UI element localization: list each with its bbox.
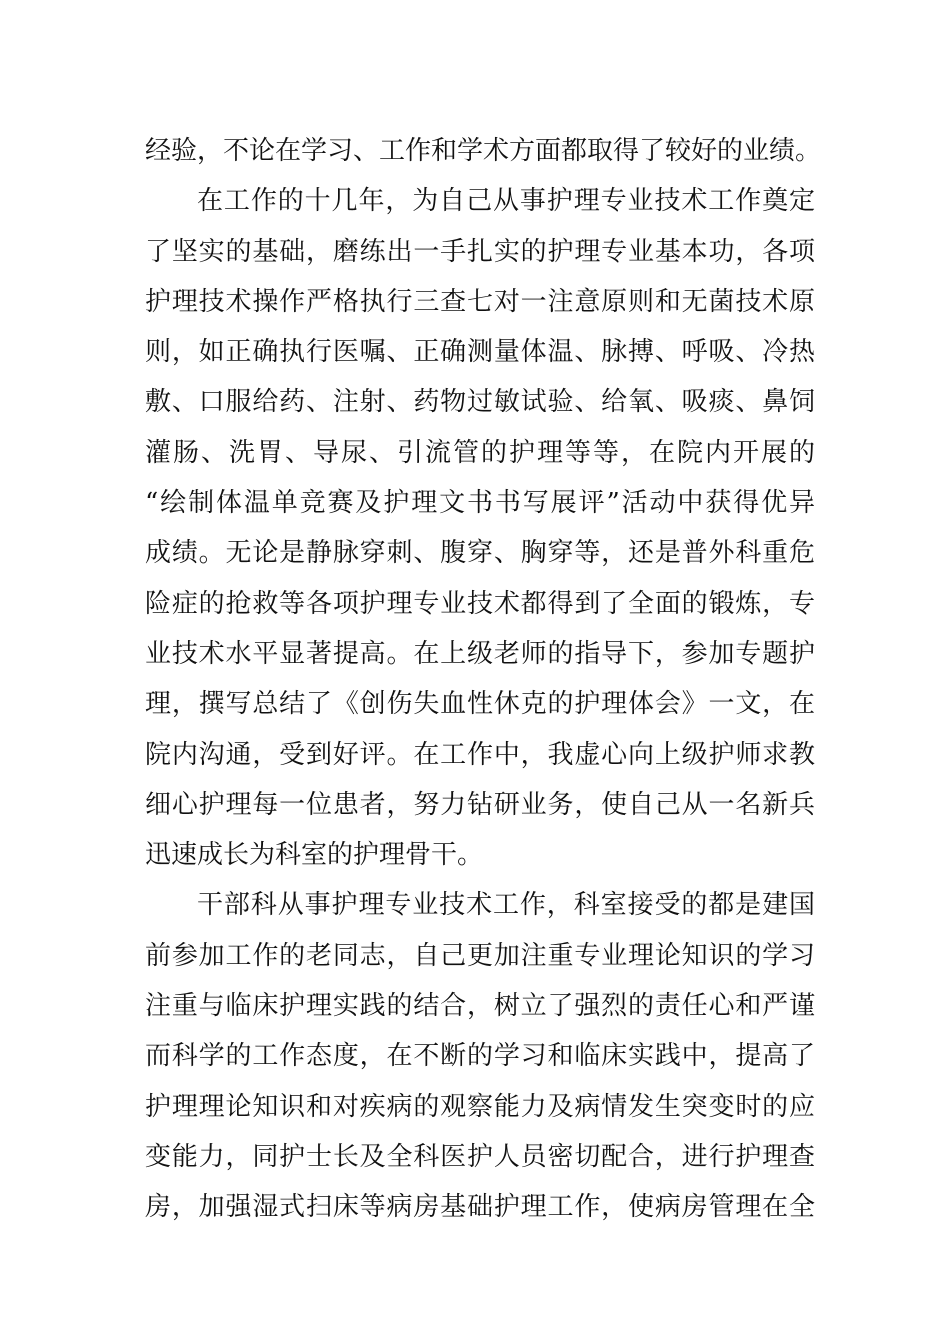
text-line: 理，撰写总结了《创伤失血性休克的护理体会》一文，在 [145,689,815,720]
text-line: 则，如正确执行医嘱、正确测量体温、脉搏、呼吸、冷热 [145,337,815,368]
text-line: 而科学的工作态度，在不断的学习和临床实践中，提高了 [145,1041,815,1072]
text-line: 敷、口服给药、注射、药物过敏试验、给氧、吸痰、鼻饲 [145,387,815,418]
text-line: 护理技术操作严格执行三查七对一注意原则和无菌技术原 [145,286,815,317]
paragraph-start-line: 干部科从事护理专业技术工作，科室接受的都是建国 [197,890,815,921]
text-line: 灌肠、洗胃、导尿、引流管的护理等等，在院内开展的 [145,437,815,468]
paragraph-start-line: 在工作的十几年，为自己从事护理专业技术工作奠定 [197,186,815,217]
text-line: 经验，不论在学习、工作和学术方面都取得了较好的业绩。 [145,136,822,166]
text-line: 迅速成长为科室的护理骨干。 [145,840,484,871]
text-line: 了坚实的基础，磨练出一手扎实的护理专业基本功，各项 [145,236,815,267]
text-line: 成绩。无论是静脉穿刺、腹穿、胸穿等，还是普外科重危 [145,538,815,569]
text-line: 护理理论知识和对疾病的观察能力及病情发生突变时的应 [145,1091,815,1122]
text-line: 变能力，同护士长及全科医护人员密切配合，进行护理查 [145,1141,815,1172]
text-line: 险症的抢救等各项护理专业技术都得到了全面的锻炼，专 [145,588,815,619]
text-line: 业技术水平显著提高。在上级老师的指导下，参加专题护 [145,638,815,669]
document-body [145,126,822,1233]
text-line: 院内沟通，受到好评。在工作中，我虚心向上级护师求教 [145,739,815,770]
text-line: 细心护理每一位患者，努力钻研业务，使自己从一名新兵 [145,789,815,820]
text-line: “绘制体温单竞赛及护理文书书写展评”活动中获得优异 [145,488,815,519]
text-line: 房，加强湿式扫床等病房基础护理工作，使病房管理在全 [145,1192,815,1223]
text-line: 前参加工作的老同志，自己更加注重专业理论知识的学习 [145,940,815,971]
text-line: 注重与临床护理实践的结合，树立了强烈的责任心和严谨 [145,991,815,1022]
